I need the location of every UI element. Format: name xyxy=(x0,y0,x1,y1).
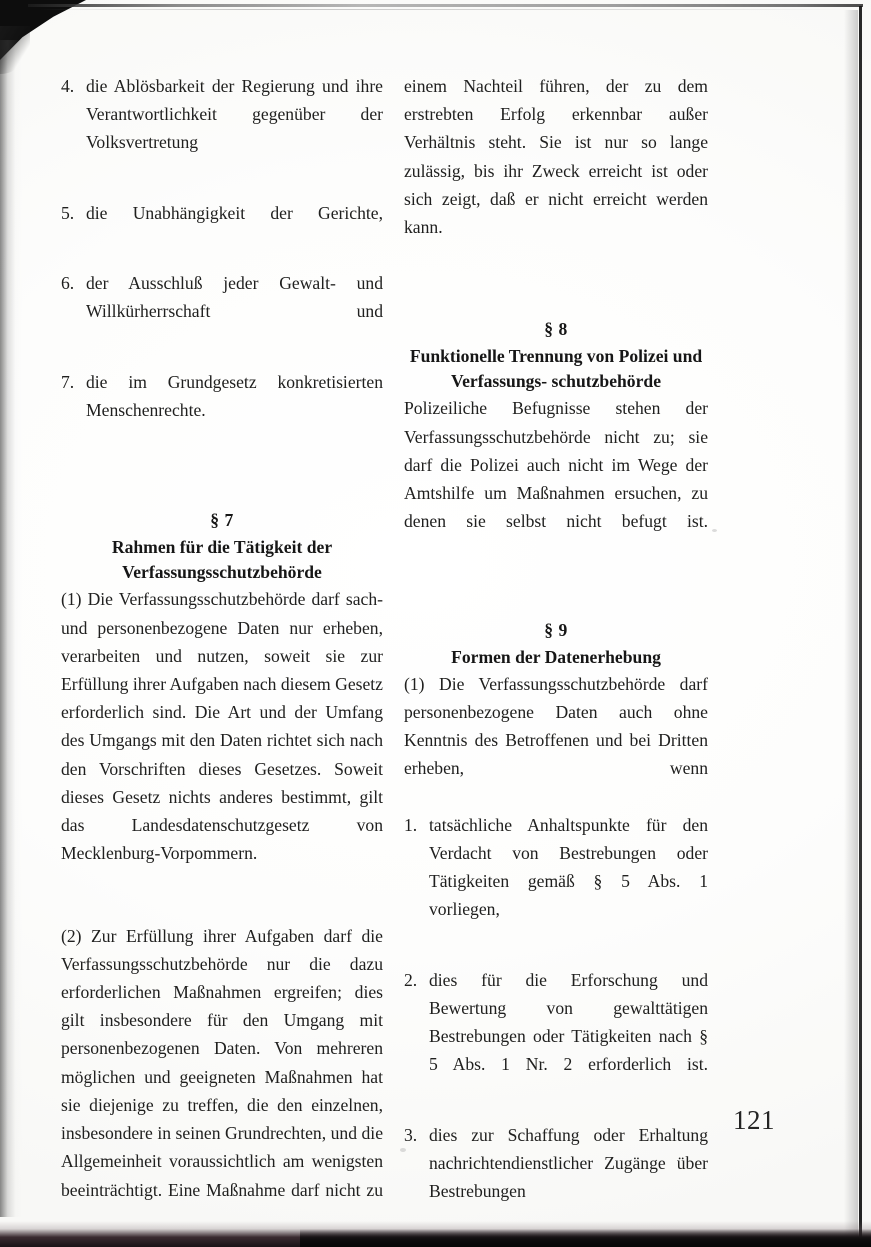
section-number: § 8 xyxy=(544,319,568,340)
list-item-number: 3. xyxy=(404,1124,418,1145)
list-item-number: 1. xyxy=(404,814,418,835)
list-item xyxy=(61,72,383,185)
list-item-number: 6. xyxy=(61,273,75,294)
section-title: Funktionelle Trennung von Polizei und Verfassungs- schutzbehörde xyxy=(409,346,703,392)
section-number: § 7 xyxy=(210,510,234,531)
list-item xyxy=(404,811,708,952)
list-item xyxy=(61,368,383,453)
page-number: 121 xyxy=(733,1105,775,1135)
paragraph-continuation: einem Nachteil führen, der zu dem erstrebten Erfolg erkennbar außer Verhältnis steht. Sie ist nur so lange zulässig, bis ihr Zweck erreicht ist oder sich zeigt, daß er nicht erreicht werden kann. xyxy=(404,76,708,238)
paragraph-7-1: (1) Die Verfassungsschutzbehörde darf sach- und personenbezogene Daten nur erheben, verarbeiten und nutzen, soweit sie zur Erfüllung ihrer Aufgaben nach diesem Gesetz erforderlich sind. Die Art und der Umfang des Umgangs mit den Daten richtet sich nach den Vorschriften dieses Gesetzes. Soweit dieses Gesetz nichts anderes bestimmt, gilt das Landesdatenschutzgesetz von Mecklenburg-Vorpommern. xyxy=(61,589,383,864)
section-heading-8 xyxy=(404,317,708,394)
section-title: Rahmen für die Tätigkeit der Verfassungsschutzbehörde xyxy=(111,537,333,583)
list-item-text: der Ausschluß jeder Gewalt- und Willkürherrschaft und xyxy=(86,273,383,322)
section-heading-9 xyxy=(404,618,708,670)
list-item xyxy=(404,1121,708,1234)
list-item-number: 7. xyxy=(61,371,75,392)
right-column xyxy=(404,72,708,1234)
list-item-text: die im Grundgesetz konkretisierten Menschenrechte. xyxy=(86,371,383,421)
list-item xyxy=(404,966,708,1107)
list-item-text: dies zur Schaffung oder Erhaltung nachrichtendienstlicher Zugänge über Bestrebungen xyxy=(429,1124,708,1202)
section-heading-7 xyxy=(61,508,383,585)
list-item-number: 5. xyxy=(61,202,75,223)
list-item-text: die Ablösbarkeit der Regierung und ihre Verantwortlichkeit gegenüber der Volksvertretung xyxy=(86,76,383,153)
paragraph-9-1: (1) Die Verfassungsschutzbehörde darf personenbezogene Daten auch ohne Kenntnis des Betroffenen und bei Dritten erheben, wenn xyxy=(404,673,708,779)
list-item xyxy=(61,269,383,354)
list-item-text: dies für die Erforschung und Bewertung von gewalttätigen Bestrebungen oder Tätigkeiten nach § 5 Abs. 1 Nr. 2 erforderlich ist. xyxy=(429,969,708,1075)
list-item xyxy=(61,199,383,255)
paragraph-7-2: (2) Zur Erfüllung ihrer Aufgaben darf die Verfassungsschutzbehörde nur die dazu erforderlichen Maßnahmen ergreifen; dies gilt insbesondere für den Umgang mit personenbezogenen Daten. Von mehreren möglichen und geeigneten Maßnahmen hat sie diejenige zu treffen, die den einzelnen, insbesondere in seinen Grundrechten, und die Allgemeinheit voraussichtlich am wenigsten beeinträchtigt. Eine Maßnahme darf nicht zu xyxy=(61,925,383,1200)
section-title: Formen der Datenerhebung xyxy=(451,646,661,667)
enumerated-list-conditions xyxy=(404,811,708,1234)
list-item-text: tatsächliche Anhaltspunkte für den Verdacht von Bestrebungen oder Tätigkeiten gemäß § 5 Abs. 1 vorliegen, xyxy=(429,814,708,920)
list-item-text: die Unabhängigkeit der Gerichte, xyxy=(86,202,383,223)
enumerated-list-principles xyxy=(61,72,383,452)
list-item-number: 4. xyxy=(61,76,75,96)
paragraph-8: Polizeiliche Befugnisse stehen der Verfassungsschutzbehörde nicht zu; sie darf die Polizei auch nicht im Wege der Amtshilfe um Maßnahmen ersuchen, zu denen sie selbst nicht befugt ist. xyxy=(404,398,708,532)
section-number: § 9 xyxy=(544,619,568,640)
list-item-number: 2. xyxy=(404,969,418,990)
left-column xyxy=(61,72,383,1232)
